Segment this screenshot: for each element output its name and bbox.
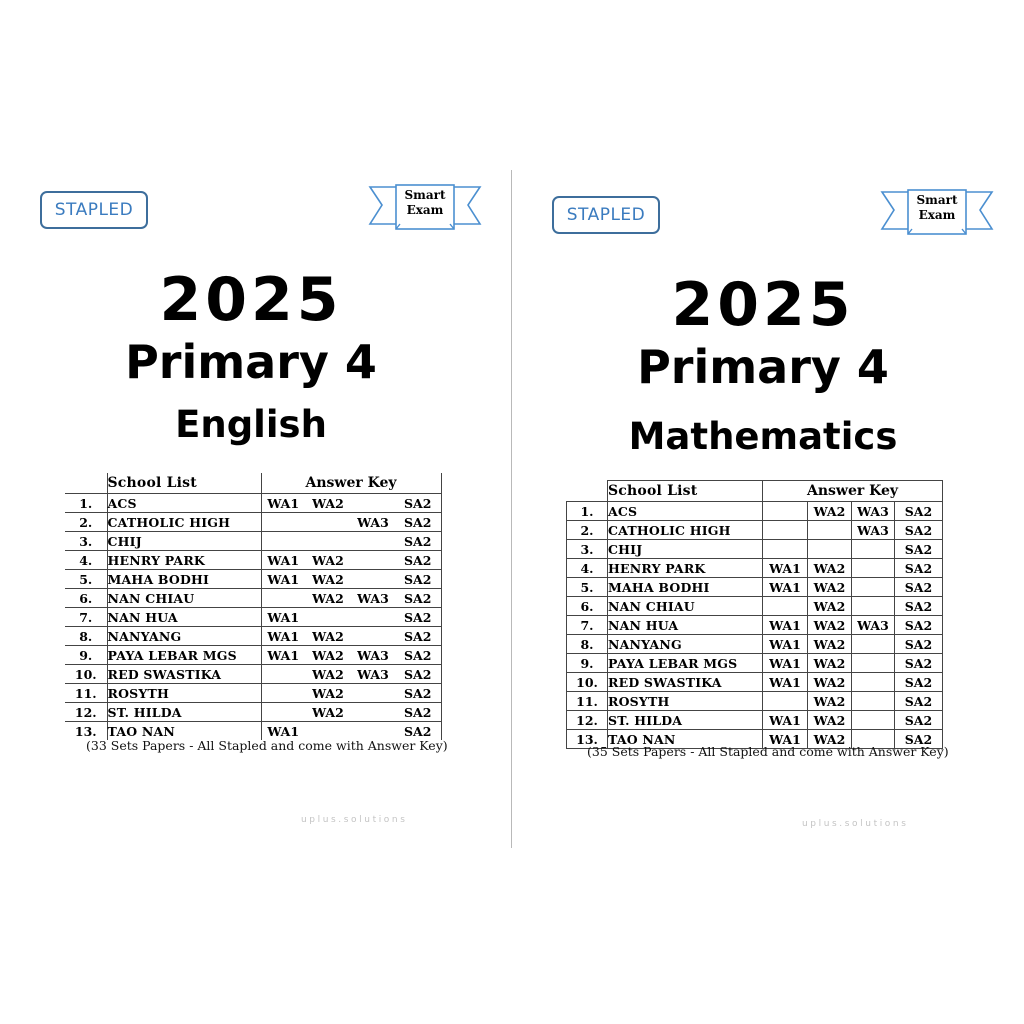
sa2-cell: SA2: [395, 703, 441, 722]
wa1-cell: WA1: [261, 570, 305, 589]
school-name: HENRY PARK: [107, 551, 261, 570]
sa2-cell: SA2: [395, 608, 441, 627]
school-name: PAYA LEBAR MGS: [107, 646, 261, 665]
subject-title: Mathematics: [628, 415, 898, 458]
school-name: CATHOLIC HIGH: [107, 513, 261, 532]
watermark: uplus.solutions: [301, 815, 408, 825]
row-number: 6.: [567, 597, 608, 616]
wa3-cell: [852, 711, 895, 730]
wa3-cell: [852, 540, 895, 559]
table-header-row: [65, 473, 441, 494]
table-row: [65, 627, 441, 646]
wa3-cell: [351, 608, 395, 627]
sa2-cell: SA2: [395, 494, 441, 513]
year-title: 2025: [671, 270, 855, 340]
wa3-cell: [852, 673, 895, 692]
school-name: NANYANG: [107, 627, 261, 646]
wa3-cell: [351, 494, 395, 513]
wa2-cell: WA2: [808, 578, 852, 597]
logo-line-2: Exam: [406, 203, 444, 217]
sa2-cell: SA2: [395, 551, 441, 570]
wa1-cell: WA1: [261, 551, 305, 570]
row-number: 5.: [567, 578, 608, 597]
row-number: 12.: [567, 711, 608, 730]
sa2-cell: SA2: [895, 578, 943, 597]
wa3-cell: [852, 692, 895, 711]
table-row: [567, 502, 943, 521]
wa1-cell: WA1: [763, 616, 808, 635]
wa2-cell: WA2: [808, 502, 852, 521]
wa1-cell: WA1: [763, 730, 808, 749]
wa3-cell: [351, 532, 395, 551]
sa2-cell: SA2: [395, 684, 441, 703]
logo-line-1: Smart: [916, 193, 958, 207]
table-row: [65, 494, 441, 513]
wa2-cell: WA2: [305, 570, 351, 589]
school-name: NAN CHIAU: [608, 597, 763, 616]
school-name: TAO NAN: [608, 730, 763, 749]
sa2-cell: SA2: [895, 559, 943, 578]
table-row: [65, 646, 441, 665]
wa3-cell: [351, 570, 395, 589]
sa2-cell: SA2: [895, 730, 943, 749]
wa2-cell: WA2: [808, 692, 852, 711]
wa3-cell: [852, 559, 895, 578]
smart-exam-logo: [368, 184, 482, 234]
sa2-cell: SA2: [895, 540, 943, 559]
table-row: [65, 532, 441, 551]
wa1-cell: WA1: [261, 722, 305, 741]
sa2-cell: SA2: [395, 646, 441, 665]
row-number: 7.: [65, 608, 107, 627]
wa1-cell: WA1: [261, 646, 305, 665]
wa3-cell: [852, 654, 895, 673]
wa3-cell: WA3: [852, 616, 895, 635]
sa2-cell: SA2: [895, 616, 943, 635]
school-name: ST. HILDA: [107, 703, 261, 722]
table-row: [567, 711, 943, 730]
table-row: [567, 540, 943, 559]
table-row: [65, 513, 441, 532]
wa1-cell: WA1: [763, 578, 808, 597]
wa3-cell: WA3: [351, 646, 395, 665]
sa2-cell: SA2: [895, 654, 943, 673]
school-name: NAN HUA: [107, 608, 261, 627]
school-name: ACS: [107, 494, 261, 513]
wa3-cell: WA3: [351, 513, 395, 532]
school-name: RED SWASTIKA: [608, 673, 763, 692]
row-number: 10.: [567, 673, 608, 692]
answer-key-table: [65, 473, 442, 740]
table-row: [65, 551, 441, 570]
sa2-cell: SA2: [395, 589, 441, 608]
wa1-cell: WA1: [763, 711, 808, 730]
wa1-cell: WA1: [261, 608, 305, 627]
wa1-cell: [261, 703, 305, 722]
row-number: 7.: [567, 616, 608, 635]
row-number: 6.: [65, 589, 107, 608]
wa1-cell: [763, 502, 808, 521]
wa1-cell: WA1: [763, 559, 808, 578]
logo-line-1: Smart: [404, 188, 446, 202]
wa2-cell: WA2: [305, 627, 351, 646]
table-row: [567, 597, 943, 616]
row-number: 3.: [65, 532, 107, 551]
table-row: [65, 570, 441, 589]
school-list-header: School List: [608, 481, 763, 502]
school-name: MAHA BODHI: [608, 578, 763, 597]
table-row: [567, 635, 943, 654]
sa2-cell: SA2: [895, 673, 943, 692]
sa2-cell: SA2: [895, 521, 943, 540]
wa2-cell: WA2: [305, 589, 351, 608]
wa2-cell: [305, 532, 351, 551]
table-row: [567, 673, 943, 692]
subject-title: English: [175, 403, 327, 446]
answer-key-table: [566, 480, 943, 749]
sa2-cell: SA2: [395, 570, 441, 589]
wa1-cell: [261, 665, 305, 684]
wa3-cell: [852, 578, 895, 597]
wa3-cell: WA3: [852, 521, 895, 540]
english-panel: [8, 170, 508, 870]
wa2-cell: WA2: [808, 730, 852, 749]
wa2-cell: WA2: [808, 616, 852, 635]
wa1-cell: WA1: [261, 494, 305, 513]
school-name: CHIJ: [608, 540, 763, 559]
row-number: 2.: [65, 513, 107, 532]
wa1-cell: [763, 521, 808, 540]
mathematics-panel: [520, 175, 1020, 875]
wa2-cell: [808, 540, 852, 559]
table-header-row: [567, 481, 943, 502]
level-title: Primary 4: [637, 340, 889, 394]
row-number: 8.: [567, 635, 608, 654]
wa3-cell: [351, 703, 395, 722]
row-number: 9.: [567, 654, 608, 673]
school-name: CHIJ: [107, 532, 261, 551]
wa3-cell: [351, 551, 395, 570]
wa1-cell: WA1: [763, 654, 808, 673]
table-row: [65, 665, 441, 684]
table-row: [567, 692, 943, 711]
sa2-cell: SA2: [895, 692, 943, 711]
school-name: ROSYTH: [107, 684, 261, 703]
sa2-cell: SA2: [395, 532, 441, 551]
wa2-cell: WA2: [305, 646, 351, 665]
table-row: [65, 703, 441, 722]
table-row: [567, 521, 943, 540]
row-number: 3.: [567, 540, 608, 559]
wa2-cell: WA2: [808, 635, 852, 654]
wa1-cell: WA1: [763, 635, 808, 654]
school-name: ROSYTH: [608, 692, 763, 711]
wa1-cell: [763, 597, 808, 616]
watermark: uplus.solutions: [802, 819, 909, 829]
row-number: 9.: [65, 646, 107, 665]
school-name: RED SWASTIKA: [107, 665, 261, 684]
wa1-cell: [261, 532, 305, 551]
row-number: 11.: [65, 684, 107, 703]
wa1-cell: WA1: [763, 673, 808, 692]
row-number: 13.: [567, 730, 608, 749]
row-number: 10.: [65, 665, 107, 684]
wa1-cell: [763, 692, 808, 711]
sa2-cell: SA2: [895, 502, 943, 521]
school-name: ACS: [608, 502, 763, 521]
wa2-cell: WA2: [305, 494, 351, 513]
table-row: [65, 684, 441, 703]
center-divider: [511, 170, 512, 848]
wa3-cell: WA3: [852, 502, 895, 521]
sa2-cell: SA2: [895, 597, 943, 616]
table-row: [65, 589, 441, 608]
row-number: 4.: [65, 551, 107, 570]
sa2-cell: SA2: [895, 711, 943, 730]
wa1-cell: [261, 684, 305, 703]
row-number: 5.: [65, 570, 107, 589]
school-name: NAN HUA: [608, 616, 763, 635]
wa2-cell: WA2: [305, 703, 351, 722]
row-number: 2.: [567, 521, 608, 540]
answer-key-header: Answer Key: [763, 481, 943, 502]
wa3-cell: [852, 635, 895, 654]
table-row: [65, 608, 441, 627]
sa2-cell: SA2: [395, 722, 441, 741]
wa3-cell: [351, 627, 395, 646]
wa2-cell: WA2: [305, 665, 351, 684]
wa2-cell: [305, 513, 351, 532]
wa2-cell: [808, 521, 852, 540]
school-name: TAO NAN: [107, 722, 261, 741]
row-number: 12.: [65, 703, 107, 722]
school-list-header: School List: [107, 473, 261, 494]
table-row: [567, 559, 943, 578]
smart-exam-logo: [880, 189, 994, 239]
answer-key-header: Answer Key: [261, 473, 441, 494]
school-name: HENRY PARK: [608, 559, 763, 578]
sa2-cell: SA2: [895, 635, 943, 654]
school-name: NANYANG: [608, 635, 763, 654]
wa3-cell: WA3: [351, 589, 395, 608]
wa2-cell: WA2: [808, 654, 852, 673]
wa1-cell: [261, 589, 305, 608]
table-row: [567, 654, 943, 673]
logo-line-2: Exam: [918, 208, 956, 222]
sa2-cell: SA2: [395, 665, 441, 684]
row-number: 11.: [567, 692, 608, 711]
wa3-cell: WA3: [351, 665, 395, 684]
wa2-cell: WA2: [305, 684, 351, 703]
row-number: 13.: [65, 722, 107, 741]
wa2-cell: [305, 608, 351, 627]
sa2-cell: SA2: [395, 627, 441, 646]
sa2-cell: SA2: [395, 513, 441, 532]
school-name: ST. HILDA: [608, 711, 763, 730]
school-name: CATHOLIC HIGH: [608, 521, 763, 540]
level-title: Primary 4: [125, 335, 377, 389]
wa1-cell: [763, 540, 808, 559]
year-title: 2025: [159, 265, 343, 335]
row-number: 1.: [567, 502, 608, 521]
wa2-cell: WA2: [808, 711, 852, 730]
row-number: 8.: [65, 627, 107, 646]
wa1-cell: [261, 513, 305, 532]
wa1-cell: WA1: [261, 627, 305, 646]
wa3-cell: [351, 684, 395, 703]
wa2-cell: WA2: [808, 597, 852, 616]
stapled-badge: STAPLED: [552, 196, 660, 234]
row-number: 1.: [65, 494, 107, 513]
table-row: [567, 616, 943, 635]
row-number: 4.: [567, 559, 608, 578]
sets-note: (33 Sets Papers - All Stapled and come with Answer Key): [86, 738, 448, 753]
school-name: MAHA BODHI: [107, 570, 261, 589]
wa3-cell: [852, 597, 895, 616]
school-name: PAYA LEBAR MGS: [608, 654, 763, 673]
wa2-cell: WA2: [305, 551, 351, 570]
stapled-badge: STAPLED: [40, 191, 148, 229]
table-row: [567, 578, 943, 597]
wa2-cell: WA2: [808, 673, 852, 692]
sets-note: (35 Sets Papers - All Stapled and come with Answer Key): [587, 744, 949, 759]
wa2-cell: WA2: [808, 559, 852, 578]
school-name: NAN CHIAU: [107, 589, 261, 608]
